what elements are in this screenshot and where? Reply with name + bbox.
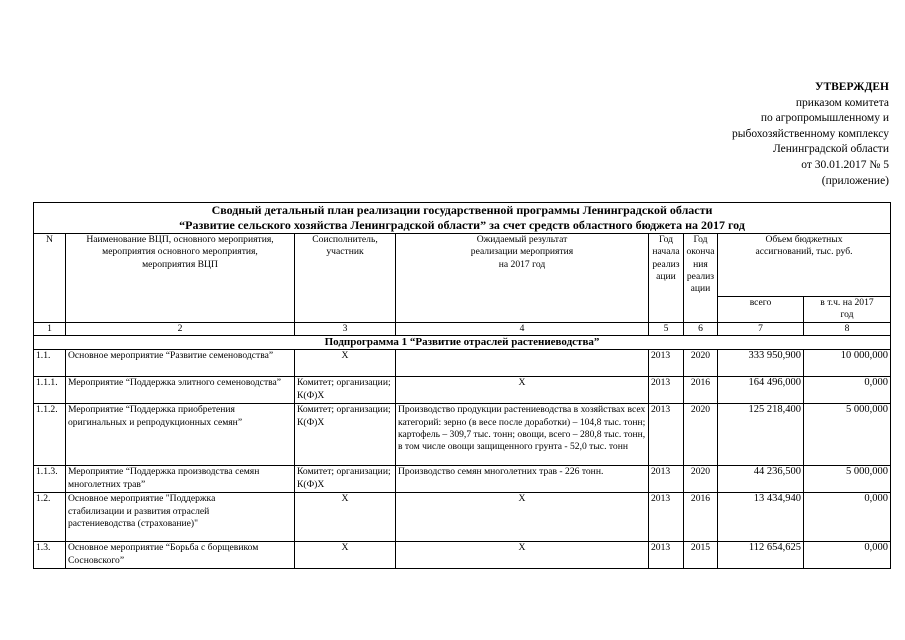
row-total: 125 218,400 bbox=[718, 404, 804, 466]
row-name: Основное мероприятие “Развитие семеноводства” bbox=[66, 350, 295, 377]
col-number: 7 bbox=[718, 323, 804, 336]
table-row bbox=[34, 493, 891, 542]
row-2017: 0,000 bbox=[804, 542, 891, 569]
row-year-end: 2020 bbox=[684, 350, 718, 377]
table-row bbox=[34, 404, 891, 466]
row-number: 1.1.3. bbox=[34, 466, 66, 493]
row-2017: 0,000 bbox=[804, 377, 891, 404]
row-coexecutor: Комитет; организации; К(Ф)Х bbox=[295, 404, 396, 466]
row-year-start: 2013 bbox=[649, 466, 684, 493]
row-coexecutor: X bbox=[295, 350, 396, 377]
header-coexecutor: Соисполнитель, участник bbox=[295, 234, 396, 323]
row-year-start: 2013 bbox=[649, 493, 684, 542]
table-title bbox=[34, 203, 891, 234]
row-total: 112 654,625 bbox=[718, 542, 804, 569]
row-year-start: 2013 bbox=[649, 542, 684, 569]
row-coexecutor: X bbox=[295, 493, 396, 542]
approval-date-line: от 30.01.2017 № 5 bbox=[801, 158, 889, 171]
col-number: 2 bbox=[66, 323, 295, 336]
header-year-end: Год оконча ния реализ ации bbox=[684, 234, 718, 323]
header-incl-2017: в т.ч. на 2017 год bbox=[804, 297, 891, 323]
approval-line: приказом комитета bbox=[795, 96, 889, 109]
subprogram-heading: Подпрограмма 1 “Развитие отраслей растениеводства” bbox=[34, 336, 891, 350]
row-number: 1.1.1. bbox=[34, 377, 66, 404]
row-total: 44 236,500 bbox=[718, 466, 804, 493]
row-year-start: 2013 bbox=[649, 404, 684, 466]
col-number: 4 bbox=[396, 323, 649, 336]
table-row bbox=[34, 542, 891, 569]
col-number: 1 bbox=[34, 323, 66, 336]
plan-table bbox=[33, 202, 891, 569]
table-title-line1: Сводный детальный план реализации государственной программы Ленинградской области bbox=[211, 203, 713, 217]
row-2017: 0,000 bbox=[804, 493, 891, 542]
row-name: Основное мероприятие “Борьба с борщевиком Сосновского” bbox=[66, 542, 295, 569]
row-number: 1.3. bbox=[34, 542, 66, 569]
col-number: 5 bbox=[649, 323, 684, 336]
row-name: Основное мероприятие "Поддержка стабилизации и развития отраслей растениеводства (страхование)" bbox=[66, 493, 295, 542]
row-year-end: 2020 bbox=[684, 466, 718, 493]
approval-line: рыбохозяйственному комплексу bbox=[732, 127, 889, 140]
row-year-end: 2016 bbox=[684, 493, 718, 542]
row-name: Мероприятие “Поддержка элитного семеноводства” bbox=[66, 377, 295, 404]
row-number: 1.1. bbox=[34, 350, 66, 377]
header-name: Наименование ВЦП, основного мероприятия, мероприятия основного мероприятия, мероприятия ВЦП bbox=[66, 234, 295, 323]
row-2017: 5 000,000 bbox=[804, 404, 891, 466]
row-2017: 10 000,000 bbox=[804, 350, 891, 377]
approval-block bbox=[732, 80, 889, 189]
row-result bbox=[396, 350, 649, 377]
col-number: 6 bbox=[684, 323, 718, 336]
header-total: всего bbox=[718, 297, 804, 323]
row-number: 1.2. bbox=[34, 493, 66, 542]
row-result: X bbox=[396, 493, 649, 542]
row-year-start: 2013 bbox=[649, 377, 684, 404]
row-coexecutor: Комитет; организации; К(Ф)Х bbox=[295, 466, 396, 493]
row-year-end: 2020 bbox=[684, 404, 718, 466]
row-total: 164 496,000 bbox=[718, 377, 804, 404]
table-row bbox=[34, 377, 891, 404]
row-2017: 5 000,000 bbox=[804, 466, 891, 493]
row-coexecutor: X bbox=[295, 542, 396, 569]
table-row bbox=[34, 466, 891, 493]
row-year-end: 2015 bbox=[684, 542, 718, 569]
table-row bbox=[34, 350, 891, 377]
row-total: 333 950,900 bbox=[718, 350, 804, 377]
row-result: Производство семян многолетних трав - 226 тонн. bbox=[396, 466, 649, 493]
row-result: X bbox=[396, 377, 649, 404]
table-title-line2: “Развитие сельского хозяйства Ленинградской области” за счет средств областного бюджета на 2017 год bbox=[179, 218, 745, 232]
row-name: Мероприятие “Поддержка производства семян многолетних трав” bbox=[66, 466, 295, 493]
row-result: X bbox=[396, 542, 649, 569]
row-name: Мероприятие “Поддержка приобретения оригинальных и репродукционных семян” bbox=[66, 404, 295, 466]
approval-line: Ленинградской области bbox=[772, 143, 889, 156]
header-year-start: Год начала реализ ации bbox=[649, 234, 684, 323]
header-n: N bbox=[34, 234, 66, 323]
row-year-end: 2016 bbox=[684, 377, 718, 404]
row-coexecutor: Комитет; организации; К(Ф)Х bbox=[295, 377, 396, 404]
col-number: 8 bbox=[804, 323, 891, 336]
approval-line: по агропромышленному и bbox=[760, 112, 889, 125]
row-result: Производство продукции растениеводства в хозяйствах всех категорий: зерно (в весе после доработки) – 104,8 тыс. тонн; картофель – 309,7 тыс. тонн; овощи, всего – 280,8 тыс. тонн, в том числе овощи защищенного грунта - 52,0 тыс. тонн bbox=[396, 404, 649, 466]
header-result: Ожидаемый результат реализации мероприятия на 2017 год bbox=[396, 234, 649, 323]
row-total: 13 434,940 bbox=[718, 493, 804, 542]
approval-heading: УТВЕРЖДЕН bbox=[815, 81, 889, 93]
row-number: 1.1.2. bbox=[34, 404, 66, 466]
col-number: 3 bbox=[295, 323, 396, 336]
approval-line: (приложение) bbox=[821, 174, 889, 187]
header-budget: Объем бюджетных ассигнований, тыс. руб. bbox=[718, 234, 891, 297]
row-year-start: 2013 bbox=[649, 350, 684, 377]
